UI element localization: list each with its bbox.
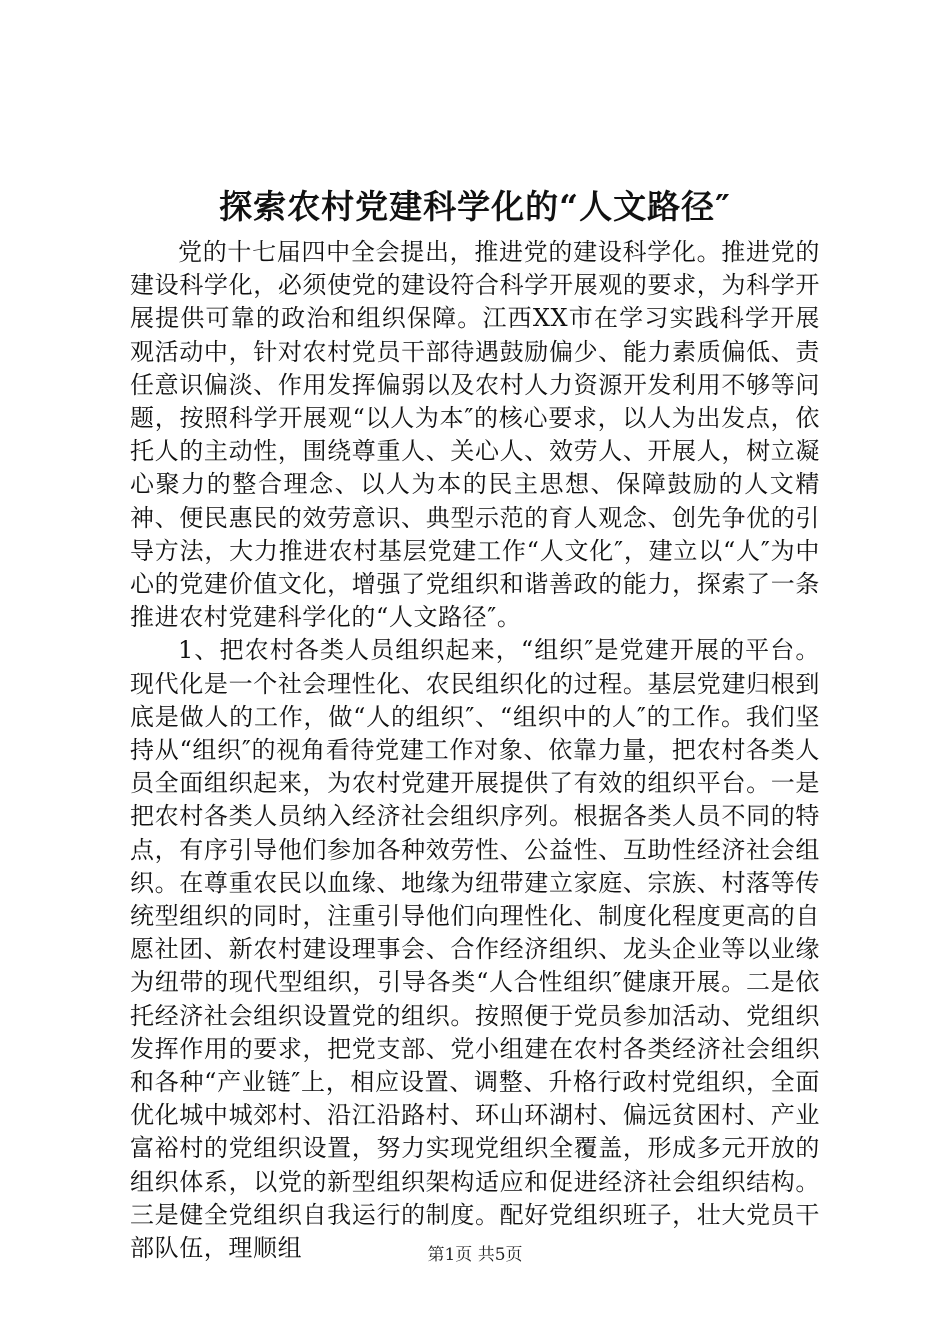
paragraph-section-1: 1、把农村各类人员组织起来，“组织″是党建开展的平台。现代化是一个社会理性化、农民组织化的过程。基层党建归根到底是做人的工作，做“人的组织″、“组织中的人″的工作。我们坚持从“组织″的视角看待党建工作对象、依靠力量，把农村各类人员全面组织起来，为农村党建开展提供了有效的组织平台。一是把农村各类人员纳入经济社会组织序列。根据各类人员不同的特点，有序引导他们参加各种效劳性、公益性、互助性经济社会组织。在尊重农民以血缘、地缘为纽带建立家庭、宗族、村落等传统型组织的同时，注重引导他们向理性化、制度化程度更高的自愿社团、新农村建设理事会、合作经济组织、龙头企业等以业缘为纽带的现代型组织，引导各类“人合性组织″健康开展。二是依托经济社会组织设置党的组织。按照便于党员参加活动、党组织发挥作用的要求，把党支部、党小组建在农村各类经济社会组织和各种“产业链″上，相应设置、调整、升格行政村党组织，全面优化城中城郊村、沿江沿路村、环山环湖村、偏远贫困村、产业富裕村的党组织设置，努力实现党组织全覆盖，形成多元开放的组织体系，以党的新型组织架构适应和促进经济社会组织结构。三是健全党组织自我运行的制度。配好党组织班子，壮大党员干部队伍，理顺组 [130,636,820,1263]
page-number-footer: 第1页 共5页 [427,1245,523,1265]
document-body [130,236,820,1265]
document-title: 探索农村党建科学化的“人文路径″ [219,187,731,226]
paragraph-intro: 党的十七届四中全会提出，推进党的建设科学化。推进党的建设科学化，必须使党的建设符合科学开展观的要求，为科学开展提供可靠的政治和组织保障。江西XX市在学习实践科学开展观活动中，针对农村党员干部待遇鼓励偏少、能力素质偏低、责任意识偏淡、作用发挥偏弱以及农村人力资源开发利用不够等问题，按照科学开展观“以人为本″的核心要求，以人为出发点，依托人的主动性，围绕尊重人、关心人、效劳人、开展人，树立凝心聚力的整合理念、以人为本的民主思想、保障鼓励的人文精神、便民惠民的效劳意识、典型示范的育人观念、创先争优的引导方法，大力推进农村基层党建工作“人文化″，建立以“人″为中心的党建价值文化，增强了党组织和谐善政的能力，探索了一条推进农村党建科学化的“人文路径″。 [130,238,820,632]
